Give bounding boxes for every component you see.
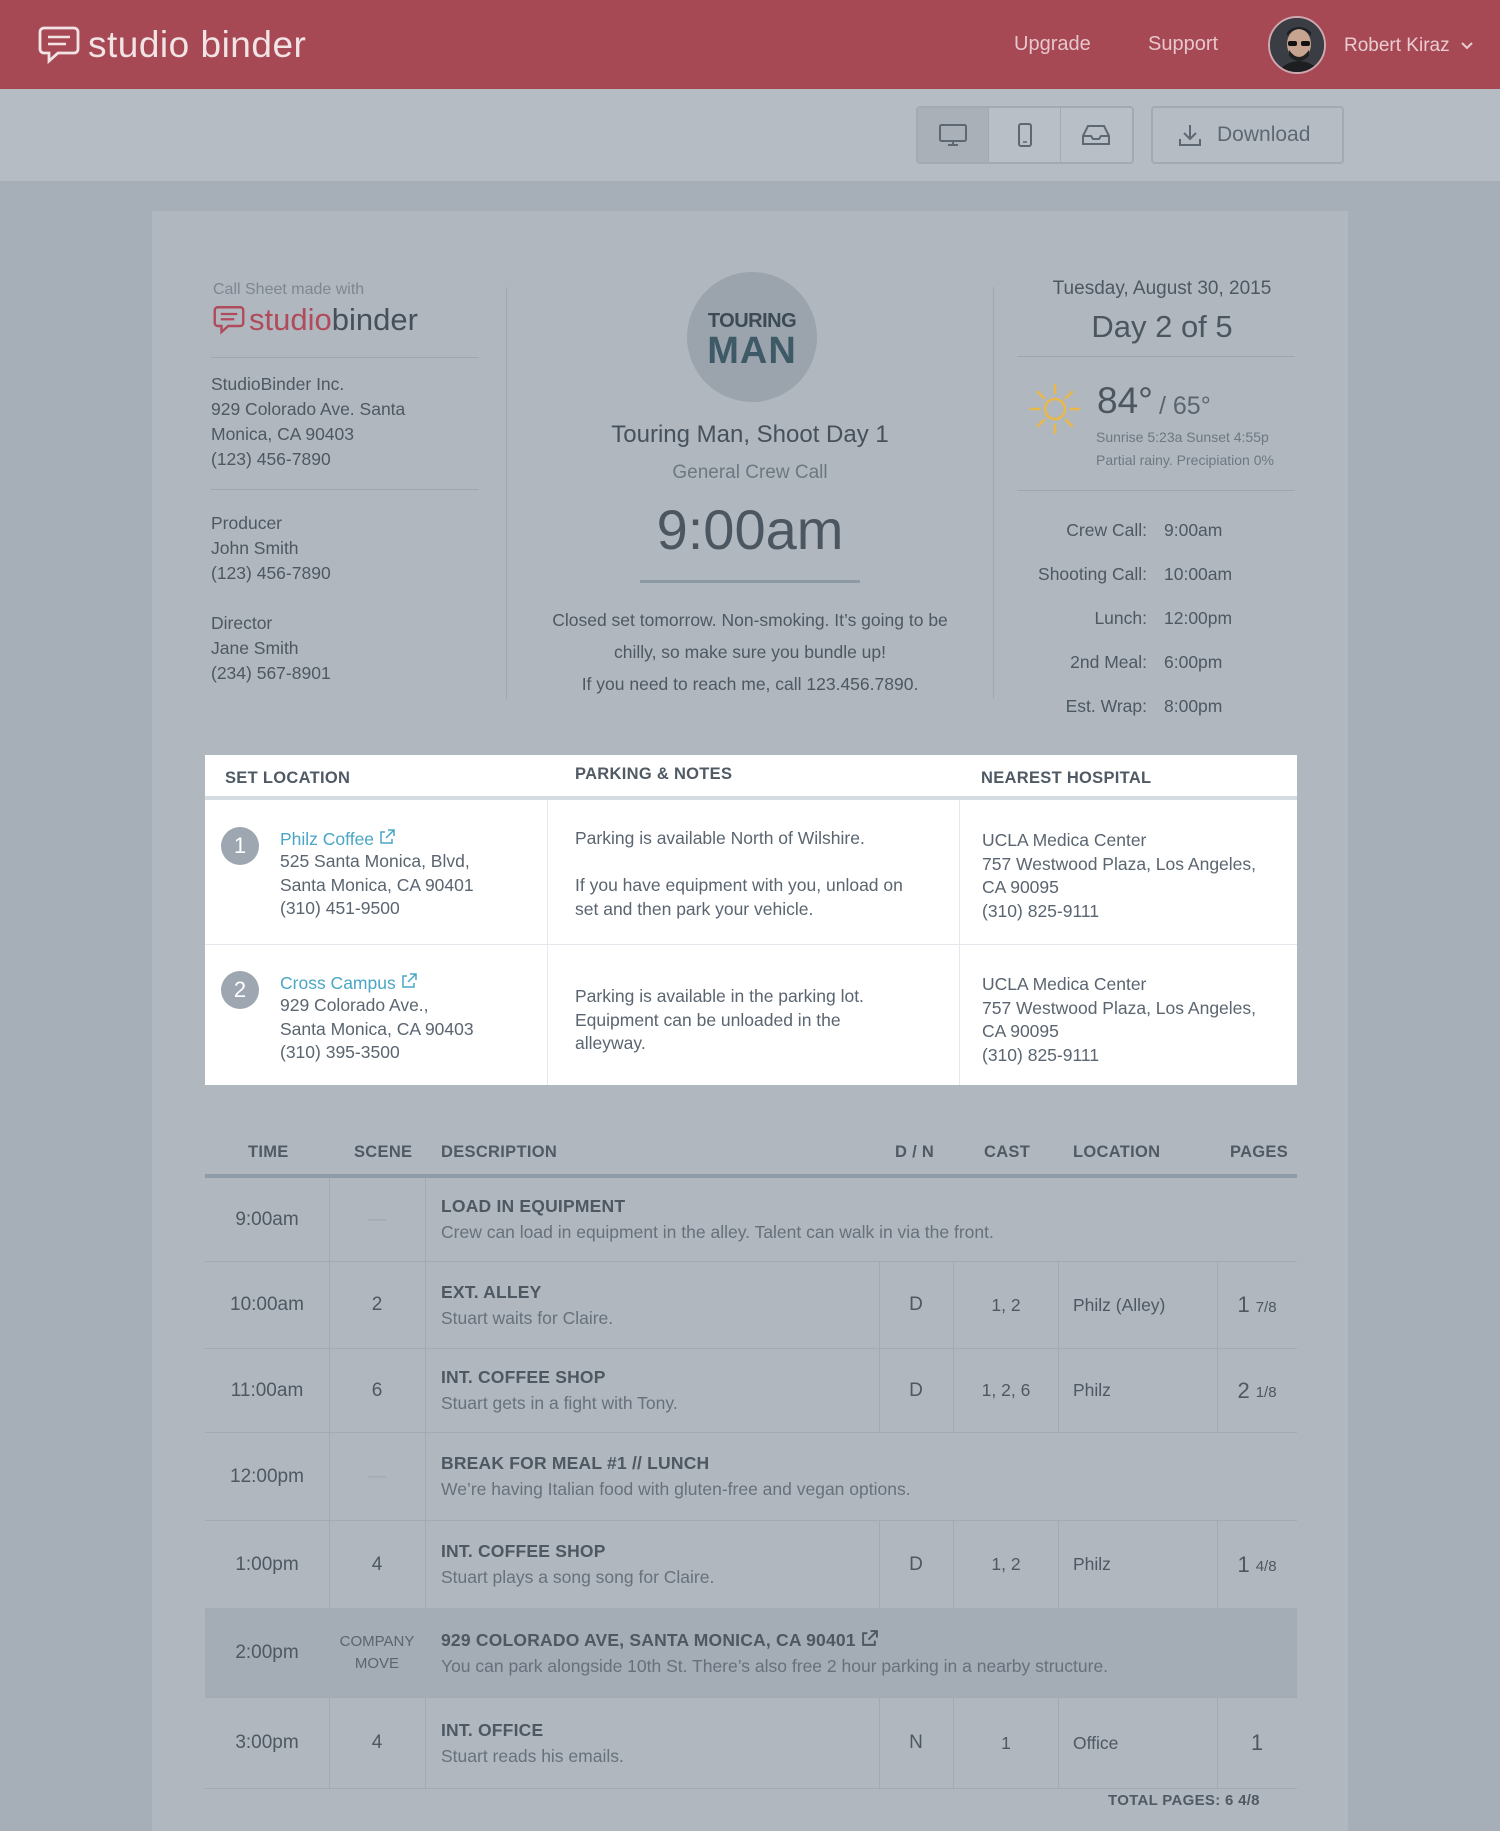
- row-location: Office: [1073, 1732, 1119, 1753]
- company-address-line2: Monica, CA 90403: [211, 424, 355, 444]
- inbox-icon: [1080, 122, 1112, 148]
- row-pages: [1217, 1698, 1297, 1788]
- row-cast: 1: [1001, 1732, 1011, 1753]
- row-scene: 2: [371, 1294, 383, 1315]
- header-parking-notes: PARKING & NOTES: [575, 765, 733, 783]
- row-time: 10:00am: [230, 1294, 304, 1315]
- avatar[interactable]: [1268, 16, 1326, 74]
- studiobinder-logo[interactable]: [213, 302, 418, 338]
- chat-bubble-icon: [38, 25, 80, 65]
- row-day-night: D: [909, 1379, 923, 1401]
- row-description: [441, 1178, 994, 1261]
- location-number-badge: 1: [221, 827, 259, 865]
- header-day-night: D / N: [895, 1143, 935, 1161]
- row-time: 11:00am: [230, 1379, 304, 1401]
- shoot-title: Touring Man, Shoot Day 1: [611, 421, 889, 448]
- divider: [1017, 490, 1295, 491]
- row-title: INT. COFFEE SHOP: [441, 1541, 606, 1561]
- schedule-value: 8:00pm: [1164, 696, 1223, 716]
- mobile-view-button[interactable]: [989, 108, 1060, 162]
- total-pages: TOTAL PAGES: 6 4/8: [1108, 1792, 1260, 1809]
- director-info: [211, 611, 331, 686]
- row-time: 2:00pm: [235, 1642, 299, 1663]
- row-scene: 4: [371, 1553, 383, 1575]
- pages-fraction: 4/8: [1255, 1558, 1277, 1575]
- row-description: [441, 1433, 911, 1520]
- parking-notes-cell: [575, 985, 864, 1056]
- director-phone: (234) 567-8901: [211, 663, 331, 683]
- crew-call-time: 9:00am: [656, 498, 844, 561]
- row-pages: [1217, 1262, 1297, 1348]
- row-title: INT. COFFEE SHOP: [441, 1367, 606, 1387]
- company-phone: (123) 456-7890: [211, 449, 331, 469]
- nav-upgrade-link[interactable]: Upgrade: [1014, 33, 1091, 55]
- row-subtitle: We’re having Italian food with gluten-free and vegan options.: [441, 1479, 911, 1499]
- schedule-label: 2nd Meal:: [1070, 652, 1147, 672]
- locations-table: [205, 755, 1297, 1085]
- location-name: Philz Coffee: [280, 829, 375, 849]
- hospital-address-line: CA 90095: [982, 1021, 1059, 1041]
- row-time: 12:00pm: [230, 1465, 304, 1487]
- pages-fraction: 7/8: [1255, 1298, 1277, 1316]
- location-row: [205, 803, 1297, 944]
- row-pages: [1217, 1521, 1297, 1608]
- inbox-view-button[interactable]: [1061, 108, 1132, 162]
- show-logo-line2: MAN: [707, 329, 797, 372]
- crew-call-label: General Crew Call: [672, 462, 828, 483]
- row-title: 929 COLORADO AVE, SANTA MONICA, CA 90401: [441, 1629, 856, 1650]
- row-location: Philz: [1073, 1380, 1111, 1400]
- schedule-value: 6:00pm: [1164, 652, 1223, 672]
- note-line: If you need to reach me, call 123.456.7890.: [581, 674, 919, 694]
- nav-support-link[interactable]: Support: [1148, 33, 1219, 55]
- producer-info: [211, 511, 331, 586]
- company-info: [211, 372, 405, 472]
- row-description: [441, 1521, 714, 1608]
- set-location-cell: [280, 829, 474, 921]
- director-name: Jane Smith: [211, 638, 299, 658]
- parking-note-line: alleyway.: [575, 1033, 646, 1053]
- row-day-night: D: [909, 1553, 923, 1575]
- hospital-name: UCLA Medica Center: [982, 974, 1147, 994]
- company-name: StudioBinder Inc.: [211, 374, 345, 394]
- cell-divider: [425, 1609, 426, 1697]
- pages-fraction: 1/8: [1255, 1384, 1277, 1401]
- pages-whole: 2: [1237, 1377, 1250, 1403]
- brand-logo[interactable]: [38, 24, 306, 66]
- hospital-cell: [982, 973, 1256, 1067]
- row-cast: 1, 2, 6: [981, 1380, 1031, 1400]
- note-line: chilly, so make sure you bundle up!: [613, 642, 887, 662]
- row-scene: 4: [371, 1732, 383, 1753]
- row-scene: —: [367, 1465, 387, 1487]
- row-description: [441, 1698, 624, 1788]
- view-mode-group: [916, 106, 1134, 164]
- parking-note-line: If you have equipment with you, unload on: [575, 875, 903, 895]
- row-time: 1:00pm: [235, 1553, 299, 1575]
- external-link-icon: [379, 829, 395, 845]
- desktop-icon: [938, 122, 968, 148]
- row-pages: [1217, 1349, 1297, 1432]
- phone-icon: [1016, 122, 1034, 148]
- header-location: LOCATION: [1073, 1143, 1161, 1161]
- parking-notes-cell: [575, 827, 903, 921]
- row-location: Philz (Alley): [1073, 1294, 1166, 1315]
- column-divider: [993, 287, 994, 699]
- row-title: LOAD IN EQUIPMENT: [441, 1196, 626, 1216]
- cell-divider: [1058, 1349, 1059, 1432]
- temperature-low: / 65°: [1159, 392, 1211, 420]
- pages-whole: 1: [1250, 1730, 1264, 1755]
- parking-note-line: Parking is available North of Wilshire.: [575, 828, 865, 848]
- table-row[interactable]: [205, 1178, 1297, 1262]
- cell-divider: [425, 1349, 426, 1432]
- producer-name: John Smith: [211, 538, 299, 558]
- sunrise-sunset: Sunrise 5:23a Sunset 4:55p: [1096, 429, 1269, 445]
- divider: [1017, 356, 1295, 357]
- company-move-label: COMPANY: [339, 1633, 415, 1650]
- temperature-high: 84°: [1097, 380, 1153, 421]
- schedule-label: Shooting Call:: [1038, 564, 1147, 584]
- made-with-label: Call Sheet made with: [213, 281, 365, 298]
- row-title: INT. OFFICE: [441, 1719, 544, 1740]
- cell-divider: [1058, 1262, 1059, 1348]
- row-subtitle: You can park alongside 10th St. There’s also free 2 hour parking in a nearby structure.: [441, 1655, 1109, 1676]
- hospital-address-line: 757 Westwood Plaza, Los Angeles,: [982, 853, 1257, 874]
- pages-whole: 1: [1237, 1551, 1250, 1577]
- row-day-night: D: [909, 1294, 923, 1315]
- locations-header: [205, 755, 1297, 800]
- row-scene: [329, 1609, 425, 1697]
- location-address-line: Santa Monica, CA 90403: [280, 1018, 474, 1039]
- row-cast: 1, 2: [991, 1294, 1021, 1315]
- table-row[interactable]: [205, 1521, 1297, 1609]
- cell-divider: [425, 1698, 426, 1788]
- move-address-link[interactable]: [441, 1630, 878, 1651]
- company-address-line1: 929 Colorado Ave. Santa: [211, 399, 406, 419]
- row-title: EXT. ALLEY: [441, 1281, 542, 1302]
- column-divider: [506, 287, 507, 699]
- user-menu[interactable]: [1344, 35, 1473, 57]
- row-subtitle: Stuart reads his emails.: [441, 1745, 624, 1766]
- brand-name: studio binder: [88, 24, 307, 65]
- table-row[interactable]: [205, 1349, 1297, 1433]
- day-of-label: Day 2 of 5: [1091, 309, 1233, 344]
- location-address-line: 929 Colorado Ave.,: [280, 995, 429, 1015]
- top-nav-bar: [0, 0, 1500, 89]
- divider: [211, 489, 479, 490]
- logo-text-binder: binder: [331, 302, 418, 337]
- row-location: Philz: [1073, 1554, 1111, 1574]
- set-location-cell: [280, 973, 474, 1065]
- user-photo-icon: [1270, 18, 1326, 74]
- location-phone: (310) 451-9500: [280, 898, 400, 918]
- hospital-address-line: CA 90095: [982, 877, 1059, 897]
- user-name: Robert Kiraz: [1344, 35, 1450, 56]
- hospital-address-line: 757 Westwood Plaza, Los Angeles,: [982, 997, 1257, 1018]
- company-move-label: MOVE: [354, 1655, 400, 1672]
- chat-bubble-icon: [213, 305, 245, 335]
- header-scene: SCENE: [354, 1143, 413, 1161]
- location-number-badge: 2: [221, 971, 259, 1009]
- cell-divider: [425, 1178, 426, 1261]
- row-subtitle: Stuart waits for Claire.: [441, 1307, 614, 1328]
- sun-icon: [1029, 383, 1081, 435]
- header-pages: PAGES: [1230, 1143, 1289, 1161]
- producer-label: Producer: [211, 513, 283, 533]
- show-logo-line1: TOURING: [707, 309, 797, 332]
- chevron-down-icon: [1461, 42, 1473, 50]
- row-time: 3:00pm: [235, 1732, 299, 1753]
- row-subtitle: Stuart plays a song song for Claire.: [441, 1567, 715, 1587]
- schedule-label: Est. Wrap:: [1065, 696, 1147, 716]
- company-move-row[interactable]: [205, 1609, 1297, 1698]
- row-scene: 6: [371, 1379, 383, 1401]
- location-address-line: 525 Santa Monica, Blvd,: [280, 851, 470, 871]
- cell-divider: [425, 1262, 426, 1348]
- location-row: [205, 944, 1297, 1085]
- header-set-location: SET LOCATION: [225, 769, 351, 787]
- row-day-night: N: [909, 1732, 923, 1753]
- row-subtitle: Stuart gets in a fight with Tony.: [441, 1393, 678, 1413]
- row-subtitle: Crew can load in equipment in the alley. Talent can walk in via the front.: [441, 1222, 994, 1242]
- row-title: BREAK FOR MEAL #1 // LUNCH: [441, 1453, 710, 1473]
- location-link[interactable]: [280, 829, 474, 850]
- parking-note-line: set and then park your vehicle.: [575, 898, 814, 919]
- parking-note-line: Parking is available in the parking lot.: [575, 986, 864, 1006]
- row-description: [441, 1262, 613, 1348]
- location-address-line: Santa Monica, CA 90401: [280, 874, 474, 895]
- production-notes: [520, 604, 980, 700]
- table-row[interactable]: [205, 1698, 1297, 1789]
- schedule-value: 9:00am: [1164, 520, 1223, 540]
- shoot-date: Tuesday, August 30, 2015: [1052, 278, 1272, 299]
- external-link-icon: [401, 973, 417, 989]
- download-button[interactable]: [1151, 106, 1344, 164]
- hospital-cell: [982, 829, 1256, 923]
- toolbar: [0, 89, 1500, 181]
- location-phone: (310) 395-3500: [280, 1042, 400, 1062]
- row-time: 9:00am: [235, 1208, 299, 1230]
- location-link[interactable]: [280, 973, 474, 994]
- header-cast: CAST: [984, 1143, 1031, 1161]
- cell-divider: [1058, 1698, 1059, 1788]
- crew-call-underline: [640, 580, 860, 583]
- pages-whole: 1: [1237, 1292, 1250, 1317]
- divider: [211, 357, 479, 358]
- schedule-value: 10:00am: [1164, 564, 1233, 584]
- row-description: [441, 1609, 1108, 1697]
- schedule-label: Lunch:: [1094, 608, 1147, 628]
- row-scene: —: [367, 1208, 387, 1230]
- table-row[interactable]: [205, 1262, 1297, 1349]
- schedule-value: 12:00pm: [1164, 608, 1233, 628]
- header-time: TIME: [248, 1143, 289, 1161]
- cell-divider: [1058, 1521, 1059, 1608]
- parking-note-line: Equipment can be unloaded in the: [575, 1009, 841, 1030]
- location-name: Cross Campus: [280, 973, 396, 993]
- schedule-label: Crew Call:: [1066, 520, 1147, 540]
- header-description: DESCRIPTION: [441, 1143, 558, 1161]
- note-line: Closed set tomorrow. Non-smoking. It’s going to be: [552, 610, 948, 630]
- header-nearest-hospital: NEAREST HOSPITAL: [981, 769, 1152, 787]
- cell-divider: [425, 1521, 426, 1608]
- schedule-table-header: [205, 1140, 1297, 1178]
- row-cast: 1, 2: [991, 1554, 1021, 1574]
- show-logo: [687, 272, 817, 402]
- download-icon: [1177, 122, 1203, 148]
- hospital-phone: (310) 825-9111: [982, 900, 1100, 921]
- desktop-view-button[interactable]: [918, 108, 989, 162]
- parking-note-spacer: [575, 851, 903, 875]
- external-link-icon: [861, 1630, 878, 1647]
- logo-text-studio: studio: [249, 302, 332, 337]
- table-row[interactable]: [205, 1433, 1297, 1521]
- download-label: Download: [1217, 123, 1311, 146]
- row-description: [441, 1349, 678, 1432]
- director-label: Director: [211, 613, 273, 633]
- cell-divider: [425, 1433, 426, 1520]
- weather-forecast: Partial rainy. Precipiation 0%: [1096, 452, 1274, 468]
- hospital-phone: (310) 825-9111: [982, 1044, 1100, 1065]
- hospital-name: UCLA Medica Center: [982, 830, 1147, 850]
- producer-phone: (123) 456-7890: [211, 563, 331, 583]
